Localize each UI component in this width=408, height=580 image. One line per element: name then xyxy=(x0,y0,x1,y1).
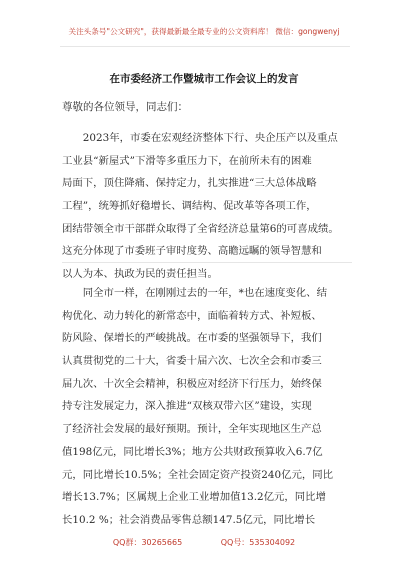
paragraph-line: 元，同比增长10.5%；全社会固定资产投资240亿元，同比 xyxy=(62,468,334,481)
paragraph-line: 增长13.7%；区属规上企业工业增加值13.2亿元，同比增 xyxy=(62,491,326,504)
document-title: 在市委经济工作暨城市工作会议上的发言 xyxy=(109,73,299,85)
salutation: 尊敬的各位领导，同志们： xyxy=(62,101,188,113)
paragraph-line: 局面下，顶住降痛、保持定力，扎实推进“三大总体战略 xyxy=(62,177,317,190)
promo-header-text: 关注头条号"公文研究"，获得最新最全最专业的公文资料库！ 微信：gongwenyj xyxy=(68,27,340,36)
paragraph-line: 了经济社会发展的最好预期。预计，全年实现地区生产总 xyxy=(62,423,322,436)
paragraph-line: 值198亿元，同比增长3%；地方公共财政预算收入6.7亿 xyxy=(62,445,323,458)
paragraph-line: 同全市一样，在刚刚过去的一年，*也在速度变化、结 xyxy=(62,287,327,299)
paragraph-line: 届九次、十次全会精神，积极应对经济下行压力，始终保 xyxy=(62,377,322,390)
paragraph-line: 2023年，市委在宏观经济整体下行、央企压产以及重点 xyxy=(62,132,338,144)
paragraph-line: 以人为本、执政为民的责任担当。 xyxy=(62,268,218,281)
paragraph-line: 认真贯彻党的二十大，省委十届六次、七次全会和市委三 xyxy=(62,355,322,368)
paragraph-line: 工业县“新屋式”下滑等多重压力下，在前所未有的困难 xyxy=(62,154,312,167)
paragraph-line: 工程”，统筹抓好稳增长、调结构、促改革等各项工作， xyxy=(62,200,317,213)
paragraph-line: 构优化、动力转化的新常态中，面临着转方式、补短板、 xyxy=(62,309,322,322)
paragraph-divider xyxy=(62,262,352,263)
paragraph-line: 持专注发展定力，深入推进“双核双带六区”建设，实现 xyxy=(62,400,312,413)
paragraph-line: 长10.2 %；社会消费品零售总额147.5亿元，同比增长 xyxy=(62,513,316,526)
paragraph-line: 防风险、保增长的严峻挑战。在市委的坚强领导下，我们 xyxy=(62,332,322,345)
contact-footer xyxy=(0,537,408,551)
qq-number-text: QQ号：535304092 xyxy=(220,538,296,547)
qq-group-text: QQ群：30265665 xyxy=(112,538,183,547)
paragraph-line: 这充分体现了市委班子审时度势、高瞻远瞩的领导智慧和 xyxy=(62,245,322,258)
paragraph-2 xyxy=(62,282,352,532)
promo-header xyxy=(0,0,408,58)
header-divider xyxy=(60,46,350,47)
paragraph-line: 团结带领全市干部群众取得了全省经济总量第6的可喜成绩。 xyxy=(62,222,339,235)
